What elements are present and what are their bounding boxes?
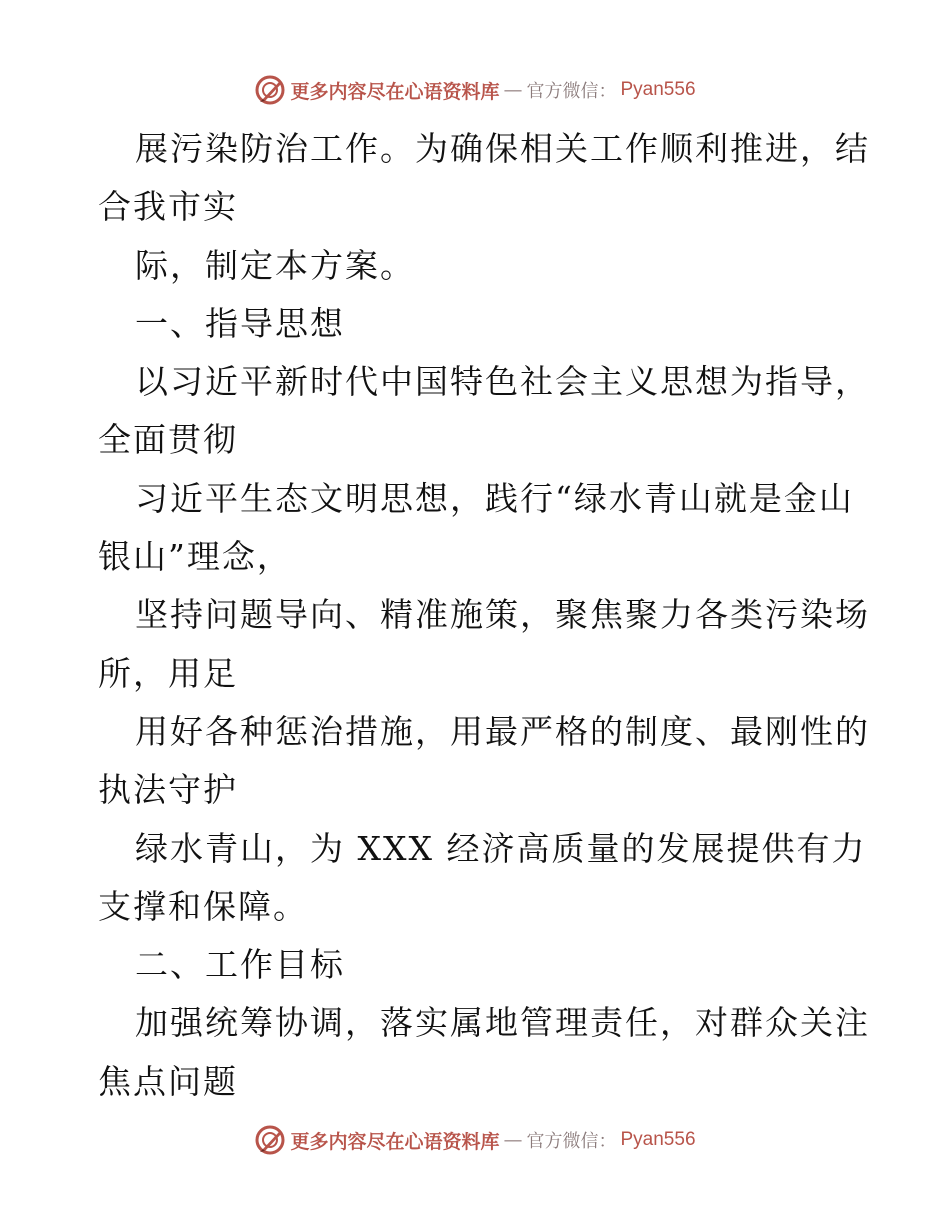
body-line: 习近平生态文明思想，践行“绿水青山就是金山: [135, 478, 854, 518]
body-line: 际，制定本方案。: [135, 245, 415, 285]
watermark-dash: —: [503, 79, 523, 101]
watermark-site-text: 更多内容尽在心语资料库: [290, 1130, 500, 1153]
section-heading: 二、工作目标: [135, 945, 345, 985]
pen-logo-icon: [254, 74, 286, 106]
footer-watermark: [0, 1120, 950, 1160]
body-line: 用好各种惩治措施，用最严格的制度、最刚性的: [135, 711, 870, 751]
body-line: 所，用足: [98, 653, 238, 693]
document-body: [98, 120, 870, 1111]
body-line: 银山”理念，: [98, 537, 292, 577]
header-watermark: [0, 70, 950, 110]
body-line: 展污染防治工作。为确保相关工作顺利推进，结: [135, 129, 870, 168]
watermark-wechat-id: Pyan556: [620, 79, 696, 100]
section-heading: 一、指导思想: [135, 303, 345, 343]
watermark-site-text: 更多内容尽在心语资料库: [290, 80, 500, 103]
body-line: 坚持问题导向、精准施策，聚焦聚力各类污染场: [135, 595, 870, 635]
body-line: 合我市实: [98, 187, 238, 227]
watermark-wechat-label: 官方微信：: [526, 1131, 617, 1152]
watermark-wechat-label: 官方微信：: [526, 81, 617, 102]
body-line: 以习近平新时代中国特色社会主义思想为指导，: [135, 362, 870, 402]
body-line: 全面贯彻: [98, 420, 238, 460]
body-line: 绿水青山，为 XXX 经济高质量的发展提供有力: [135, 828, 867, 868]
watermark-wechat-id: Pyan556: [620, 1129, 696, 1150]
body-line: 加强统筹协调，落实属地管理责任，对群众关注: [135, 1003, 870, 1043]
body-line: 执法守护: [98, 770, 238, 810]
body-line: 支撑和保障。: [98, 886, 308, 926]
pen-logo-icon: [254, 1124, 286, 1156]
watermark-dash: —: [503, 1129, 523, 1151]
body-line: 焦点问题: [98, 1061, 238, 1101]
